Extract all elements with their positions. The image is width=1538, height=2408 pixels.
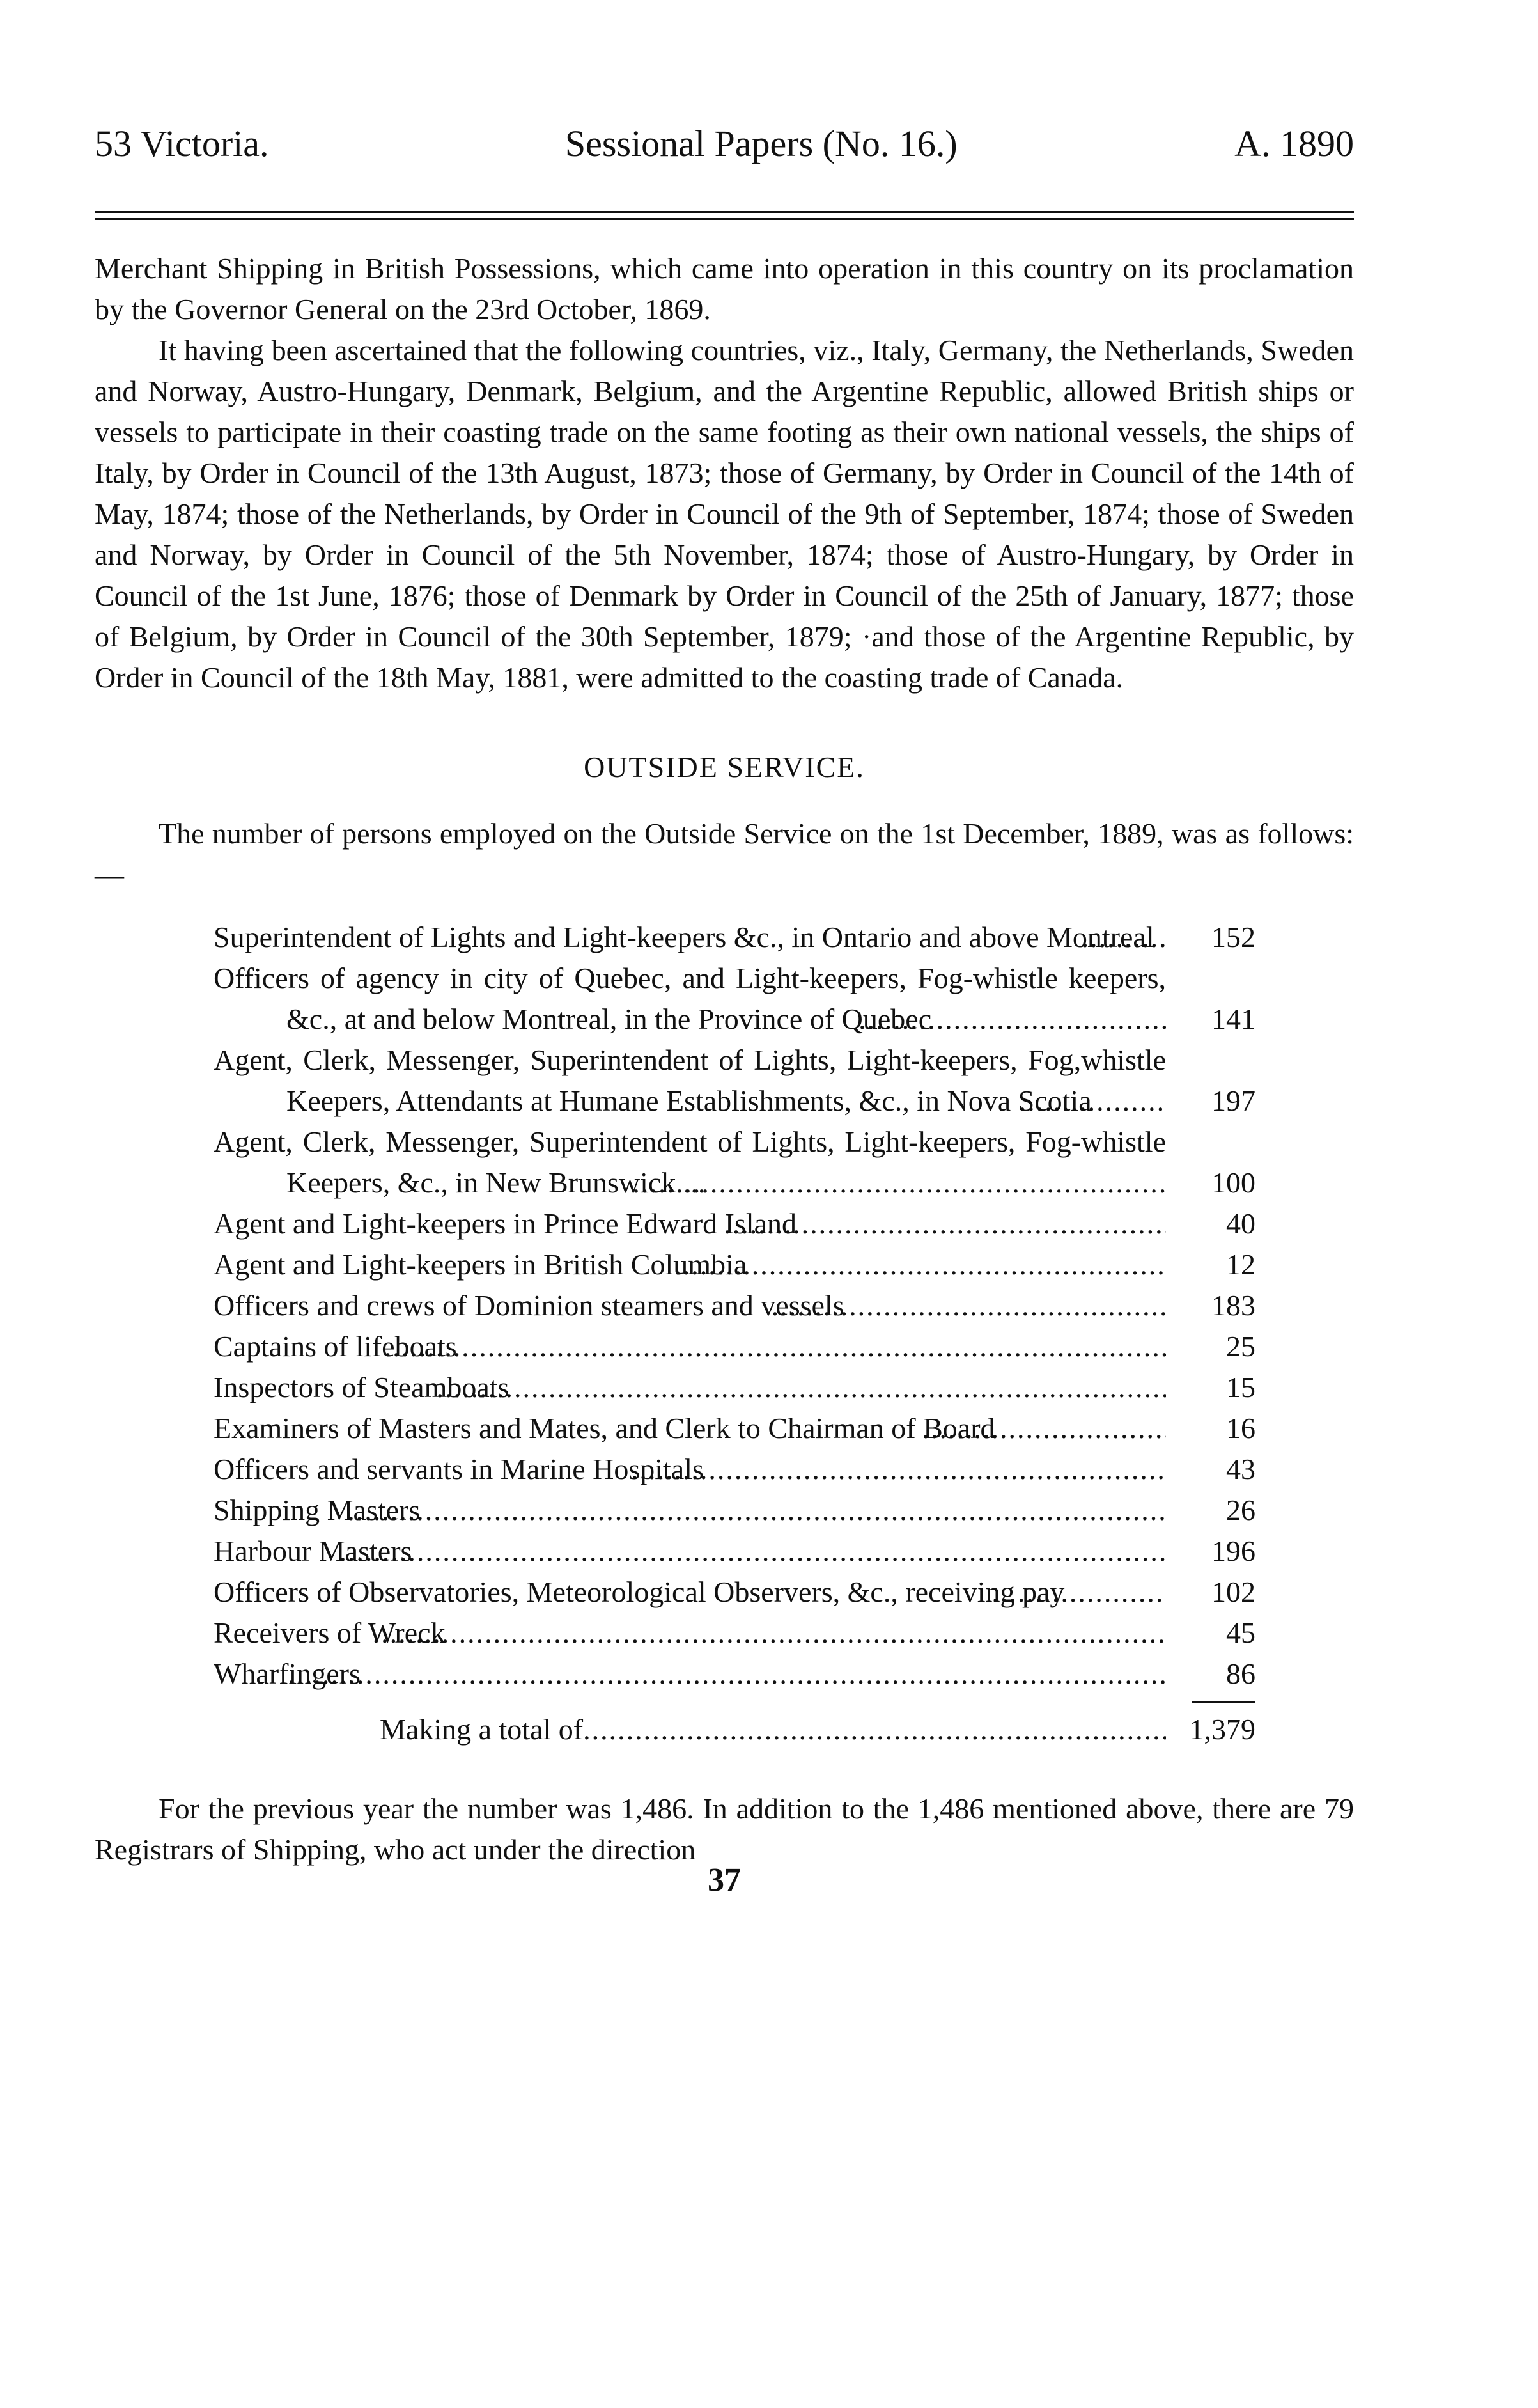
- item-label: Captains of lifeboats .....: [214, 1330, 457, 1363]
- header-year: A. 1890: [1234, 123, 1354, 164]
- item-value: 40: [1166, 1203, 1255, 1244]
- list-item: [214, 1613, 1255, 1654]
- item-label: Agent, Clerk, Messenger, Superintendent of Lights, Light-keepers, Fog,whistle Keepers, Attendants at Humane Establishments, &c., in Nova Scotia .....: [214, 1044, 1166, 1117]
- item-value: 15: [1166, 1367, 1255, 1408]
- item-value: 86: [1166, 1654, 1255, 1694]
- item-label: Examiners of Masters and Mates, and Clerk to Chairman of Board .....: [214, 1412, 995, 1444]
- item-value: 43: [1166, 1449, 1255, 1490]
- item-value: 183: [1166, 1285, 1255, 1326]
- item-value: 12: [1166, 1244, 1255, 1285]
- list-item: [214, 1367, 1255, 1408]
- total-rule: [1192, 1701, 1255, 1703]
- item-label: Wharfingers .....: [214, 1657, 361, 1690]
- item-label: Agent and Light-keepers in British Columbia .....: [214, 1248, 747, 1281]
- list-item: [214, 1203, 1255, 1244]
- item-label: Agent and Light-keepers in Prince Edward Island .....: [214, 1207, 796, 1240]
- item-label: Shipping Masters .....: [214, 1494, 420, 1526]
- item-label: Harbour Masters .....: [214, 1535, 412, 1567]
- header-title: Sessional Papers (No. 16.): [564, 123, 958, 164]
- item-value: 26: [1166, 1490, 1255, 1531]
- body-text: [95, 248, 1354, 1898]
- item-label: Superintendent of Lights and Light-keepers &c., in Ontario and above Montreal .....: [214, 921, 1154, 953]
- item-value: 25: [1166, 1326, 1255, 1367]
- paragraph-2: It having been ascertained that the following countries, viz., Italy, Germany, the Netherlands, Sweden and Norway, Austro-Hungary, Denmark, Belgium, and the Argentine Republic, allowed British ships or vessels to participate in their coasting trade on the same footing as their own national vessels, the ships of Italy, by Order in Council of the 13th August, 1873; those of Germany, by Order in Council of the 14th of May, 1874; those of the Netherlands, by Order in Council of the 9th of September, 1874; those of Sweden and Norway, by Order in Council of the 5th November, 1874; those of Austro-Hungary, by Order in Council of the 1st June, 1876; those of Denmark by Order in Council of the 25th of January, 1877; those of Belgium, by Order in Council of the 30th September, 1879; ·and those of the Argentine Republic, by Order in Council of the 18th May, 1881, were admitted to the coasting trade of Canada.: [95, 334, 1354, 694]
- total-row: [214, 1709, 1255, 1750]
- item-label: Receivers of Wreck .....: [214, 1616, 446, 1649]
- running-header: [95, 121, 1354, 166]
- paragraph-1: Merchant Shipping in British Possessions, which came into operation in this country on its proclamation by the Governor General on the 23rd October, 1869.: [95, 252, 1354, 325]
- item-value: 196: [1166, 1531, 1255, 1572]
- item-label: Agent, Clerk, Messenger, Superintendent of Lights, Light-keepers, Fog-whistle Keepers, &c., in New Brunswick.... .....: [214, 1125, 1166, 1199]
- list-item: [214, 1122, 1255, 1203]
- total-value: 1,379: [1166, 1709, 1255, 1750]
- list-item: [214, 917, 1255, 958]
- header-double-rule: [95, 211, 1354, 220]
- total-label: Making a total of .....: [380, 1713, 583, 1746]
- list-item: [214, 1572, 1255, 1613]
- item-label: Officers and servants in Marine Hospitals .....: [214, 1453, 704, 1485]
- item-value: 141: [1166, 999, 1255, 1040]
- header-session: 53 Victoria.: [95, 123, 269, 164]
- item-value: 16: [1166, 1408, 1255, 1449]
- item-label: Officers of agency in city of Quebec, and Light-keepers, Fog-whistle keepers, &c., at and below Montreal, in the Province of Quebec .....: [214, 962, 1166, 1035]
- section-heading: OUTSIDE SERVICE.: [584, 751, 865, 783]
- list-item: [214, 1408, 1255, 1449]
- item-value: 197: [1166, 1081, 1255, 1122]
- list-item: [214, 1449, 1255, 1490]
- item-value: 152: [1166, 917, 1255, 958]
- list-item: [214, 1285, 1255, 1326]
- page-number: 37: [708, 1862, 741, 1898]
- item-value: 100: [1166, 1162, 1255, 1203]
- item-label: Officers of Observatories, Meteorological Observers, &c., receiving pay .....: [214, 1575, 1064, 1608]
- list-item: [214, 1040, 1255, 1122]
- document-page: [95, 121, 1354, 1898]
- item-label: Inspectors of Steamboats .....: [214, 1371, 509, 1403]
- list-item: [214, 1654, 1255, 1694]
- final-paragraph: For the previous year the number was 1,486. In addition to the 1,486 mentioned above, there are 79 Registrars of Shipping, who act under the direction: [95, 1792, 1354, 1866]
- item-value: 102: [1166, 1572, 1255, 1613]
- list-item: [214, 1531, 1255, 1572]
- section-intro: The number of persons employed on the Outside Service on the 1st December, 1889, was as follows:—: [95, 817, 1354, 891]
- list-item: [214, 1244, 1255, 1285]
- staff-list: [214, 917, 1255, 1750]
- list-item: [214, 958, 1255, 1040]
- list-item: [214, 1490, 1255, 1531]
- list-item: [214, 1326, 1255, 1367]
- item-value: 45: [1166, 1613, 1255, 1654]
- item-label: Officers and crews of Dominion steamers and vessels .....: [214, 1289, 844, 1322]
